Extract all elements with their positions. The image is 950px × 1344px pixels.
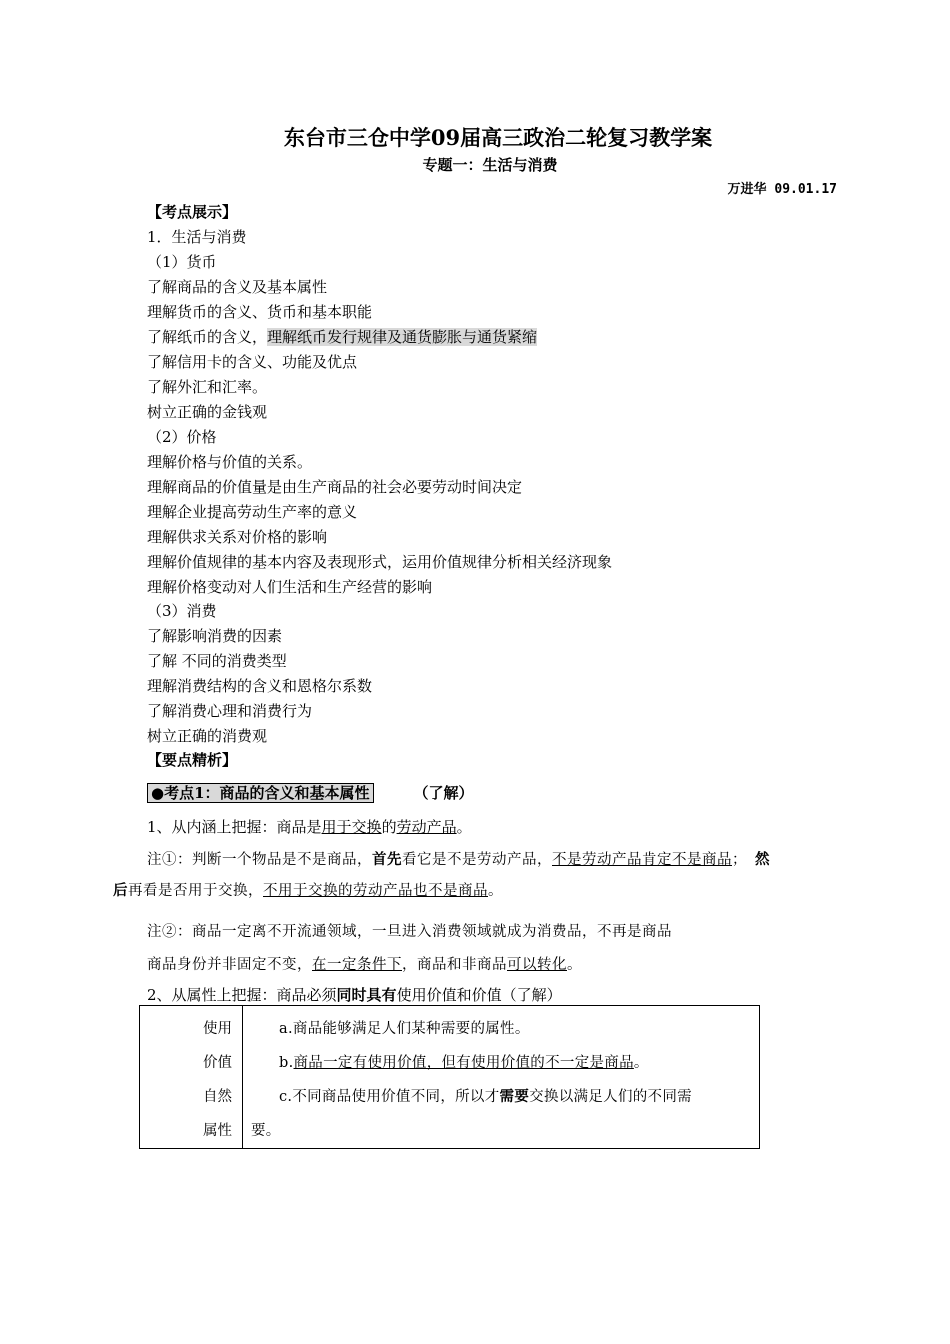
author-date: 万进华 09.01.17 (727, 182, 837, 197)
text-run: 看它是不是劳动产品， (402, 852, 552, 868)
list-item: 理解商品的价值量是由生产商品的社会必要劳动时间决定 (147, 478, 523, 496)
note-3 (147, 955, 582, 975)
list-item: 树立正确的消费观 (147, 727, 268, 745)
list-item: 理解价格与价值的关系。 (147, 453, 313, 471)
content-line (147, 985, 562, 1005)
note-1-line-1 (147, 850, 770, 870)
subtopic-consumption: （3）消费 (147, 602, 217, 620)
list-item-text: 了解纸币的含义， (147, 328, 268, 346)
list-item: 理解价值规律的基本内容及表现形式，运用价值规律分析相关经济现象 (147, 553, 613, 571)
text-run: 使用价值和价值（了解） (396, 986, 562, 1004)
section-heading-analysis: 【要点精析】 (147, 751, 238, 769)
text-run: 1、从内涵上把握：商品是 (147, 818, 322, 836)
text-run: 2、从属性上把握：商品必须 (147, 986, 337, 1004)
cell-text: 使用 (203, 1021, 232, 1037)
subtopic-price: （2）价格 (147, 428, 217, 446)
list-item: 理解消费结构的含义和恩格尔系数 (147, 677, 373, 695)
text-run: b. (279, 1055, 294, 1071)
list-item: 树立正确的金钱观 (147, 403, 268, 421)
page-subtitle: 专题一：生活与消费 (422, 156, 558, 174)
cell-text (251, 1080, 753, 1114)
cell-text: 属性 (203, 1123, 232, 1139)
table-cell-label (140, 1006, 243, 1149)
attributes-table (139, 1005, 760, 1149)
table-row (140, 1006, 760, 1149)
text-run: 。 (456, 818, 472, 836)
bold-text: 后 (113, 882, 128, 899)
list-item: 了解影响消费的因素 (147, 627, 283, 645)
subtopic-money: （1）货币 (147, 253, 217, 271)
page-title: 东台市三仓中学09届高三政治二轮复习教学案 (283, 125, 713, 150)
text-run: ； (732, 852, 747, 868)
text-run: 。 (567, 957, 582, 973)
highlighted-text: 理解纸币发行规律及通货膨胀与通货紧缩 (267, 328, 538, 346)
cell-text: 要。 (251, 1123, 281, 1139)
cell-text (251, 1046, 753, 1080)
underlined-text: 可以转化 (507, 957, 567, 973)
underlined-text: 不是劳动产品肯定不是商品 (552, 852, 732, 868)
underlined-text: 商品一定有使用价值，但有使用价值的不一定是商品 (293, 1055, 634, 1071)
list-item: 了解信用卡的含义、功能及优点 (147, 353, 358, 371)
underlined-text: 用于交换 (321, 818, 382, 836)
point-box: ●考点1：商品的含义和基本属性 (147, 783, 374, 803)
topic-line: 1．生活与消费 (147, 228, 247, 246)
text-run: 商品身份并非固定不变， (147, 957, 312, 973)
text-run: ，商品和非商品 (402, 957, 507, 973)
cell-text: 自然 (203, 1089, 232, 1105)
text-run: 交换以满足人们的不同需 (529, 1089, 692, 1105)
list-item: 了解消费心理和消费行为 (147, 702, 313, 720)
bold-text: 首先 (372, 851, 402, 868)
list-item: 了解外汇和汇率。 (147, 378, 268, 396)
cell-text: a.商品能够满足人们某种需要的属性。 (279, 1021, 530, 1037)
list-item: 理解货币的含义、货币和基本职能 (147, 303, 373, 321)
text-run: 再看是否用于交换， (128, 883, 263, 899)
section-heading-display: 【考点展示】 (147, 203, 238, 221)
point-tag: （了解） (413, 784, 474, 802)
underlined-text: 劳动产品 (396, 818, 457, 836)
content-line (147, 817, 472, 837)
text-run: 。 (633, 1055, 649, 1071)
list-item: 理解供求关系对价格的影响 (147, 528, 328, 546)
bold-text: 需要 (499, 1088, 530, 1105)
list-item: 理解价格变动对人们生活和生产经营的影响 (147, 578, 433, 596)
bold-text: 然 (755, 851, 770, 868)
list-item: 了解 不同的消费类型 (147, 652, 287, 670)
list-item: 了解商品的含义及基本属性 (147, 278, 328, 296)
text-run: c.不同商品使用价值不同，所以才 (279, 1089, 500, 1105)
text-run: 。 (488, 883, 503, 899)
point-heading (147, 783, 474, 803)
cell-text: 价值 (203, 1055, 232, 1071)
text-run: 的 (381, 818, 397, 836)
note-2: 注②：商品一定离不开流通领域，一旦进入消费领域就成为消费品，不再是商品 (147, 924, 672, 940)
text-run: 注①：判断一个物品是不是商品， (147, 852, 372, 868)
underlined-text: 在一定条件下 (312, 957, 402, 973)
underlined-text: 不用于交换的劳动产品也不是商品 (263, 883, 488, 899)
note-1-line-2 (113, 881, 503, 901)
table-cell-content (243, 1006, 760, 1149)
list-item (147, 327, 537, 347)
list-item: 理解企业提高劳动生产率的意义 (147, 503, 358, 521)
bold-text: 同时具有 (336, 986, 397, 1004)
